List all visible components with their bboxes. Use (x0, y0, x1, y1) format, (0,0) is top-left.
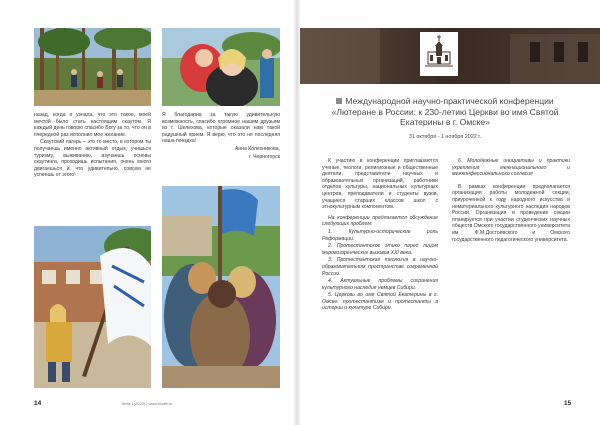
conference-dates: 31 октября - 1 ноября 2022 г. (408, 134, 482, 140)
photo-forest-campers (34, 28, 151, 106)
conference-intro: К участию в конференции приглашаются ученые, теологи, религиозные и общественные деятели, представители научных и образовательных организаций, работники отделов культуры, национальных культурных центров, преподаватели и студенты вузов, учащиеся старших классов школ с этнокультурным компонентом. (322, 158, 438, 211)
right-page-number: 15 (564, 400, 572, 407)
signature-name: Анна Колесникова, (235, 145, 280, 152)
signature-place: г. Черногорск (249, 153, 280, 160)
left-text-column-1 (34, 112, 151, 180)
problem-item-4: 4. Актуальные проблемы сохранения культурного наследия немцев Сибири. (322, 278, 438, 291)
conference-headline (322, 96, 568, 128)
right-text-column-2 (452, 158, 570, 244)
left-col1-paragraph-1: назад, когда я узнала, что это такое, моей мечтой было стать настоящим скаутом. Я каждый день говорю спасибо Богу за то, что он в очередной раз исполнил мое желание. (34, 112, 151, 138)
left-text-column-2 (162, 112, 280, 161)
photo-girl-with-flag (34, 226, 151, 388)
church-logo-icon (420, 32, 458, 76)
left-page-number: 14 (34, 400, 42, 407)
left-col1-paragraph-2: Скаутский лагерь – это то место, в котором ты получаешь именно активный отдых, учишься туризму, выживанию, изучаешь основы скаутинга, проходишь испытания, очень много двигаешься и, что удивительно, совсем не успеешь от этого! (34, 139, 151, 179)
youth-section-paragraph: В рамках конференции предполагается организация работы молодежной секции, приуроченной к году народного искусства и нематериального культурного наследия народов России. Организация и проведение секции планируется при участии студенческих научных обществ Омского государственного университета им. Ф.М.Достоевского и Омского государственного педагогического университета. (452, 183, 570, 243)
problem-item-2: 2. Протестантское этико перед лицом мировоззренческих вызовов XXI века. (322, 243, 438, 256)
left-page-footer: Лета 1(2022) | www.elcafr.ru (121, 401, 173, 406)
problem-item-3: 3. Протестантская теология в научно-образовательном пространстве современной России. (322, 257, 438, 277)
problems-title: На конференции предлагается обсуждение следующих проблем: (322, 214, 438, 228)
problem-item-5: 5. Церковь во имя Святой Екатерины в г. Омске: протестантизм и протестанты в истории и культуре Сибири. (322, 292, 438, 312)
headline-square-icon (336, 98, 342, 104)
photo-hugging-group (162, 186, 280, 388)
problem-item-1: 1. Культурно-исторические роль Реформации. (322, 228, 438, 242)
problem-item-6: 6. Молодежные инициативы и практики укрепления межнационального и межконфессионального согласия (452, 158, 570, 178)
left-col2-paragraph-1: Я благодарна за такую удивительную возможность, спасибо огромное нашим друзьям из г. Шелехова, которые оказали нам такой радушный прием. Я верю, что это не последняя наша поездка! (162, 112, 280, 145)
headline-text: Международной научно-практической конференции «Лютеране в России: к 230-летию Церкви во имя Святой Екатерины в г. Омске» (331, 96, 559, 128)
right-text-column-1 (322, 158, 438, 313)
photo-girls-selfie (162, 28, 280, 106)
